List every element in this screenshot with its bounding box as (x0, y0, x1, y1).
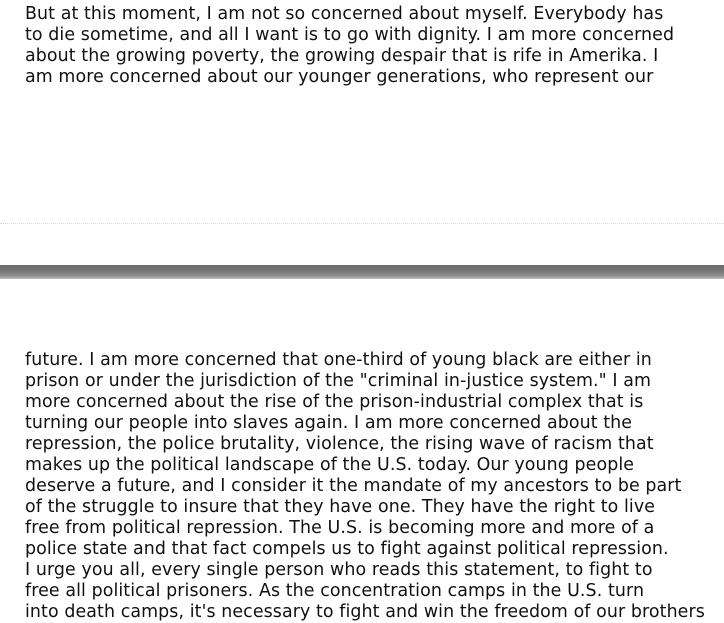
text-line: am more concerned about our younger generations, who represent our (25, 67, 654, 87)
text-line: repression, the police brutality, violence, the rising wave of racism that (25, 434, 654, 454)
text-line: future. I am more concerned that one-third of young black are either in (25, 350, 652, 370)
text-line: of the struggle to insure that they have one. They have the right to live (25, 497, 656, 517)
page-separator (0, 265, 724, 279)
document-page-top (0, 0, 724, 265)
text-line: I urge you all, every single person who reads this statement, to fight to (25, 560, 653, 580)
text-line: deserve a future, and I consider it the mandate of my ancestors to be part (25, 476, 682, 496)
page-top-text (25, 4, 720, 88)
text-line: to die sometime, and all I want is to go with dignity. I am more concerned (25, 25, 675, 45)
text-line: free all political prisoners. As the concentration camps in the U.S. turn (25, 581, 645, 601)
text-line: But at this moment, I am not so concerned about myself. Everybody has (25, 4, 664, 24)
text-line: about the growing poverty, the growing despair that is rife in Amerika. I (25, 46, 659, 66)
text-line: free from political repression. The U.S. is becoming more and more of a (25, 518, 655, 538)
text-line-partial: into death camps, it's necessary to fight and win the freedom of our brothers (25, 602, 705, 622)
document-page-bottom (0, 279, 724, 623)
page-bottom-edge (0, 223, 724, 224)
text-line: makes up the political landscape of the U.S. today. Our young people (25, 455, 635, 475)
text-line: prison or under the jurisdiction of the "criminal in-justice system." I am (25, 371, 652, 391)
text-line: turning our people into slaves again. I am more concerned about the (25, 413, 633, 433)
text-line: police state and that fact compels us to fight against political repression. (25, 539, 669, 559)
page-bottom-text (25, 350, 720, 622)
text-line: more concerned about the rise of the prison-industrial complex that is (25, 392, 644, 412)
